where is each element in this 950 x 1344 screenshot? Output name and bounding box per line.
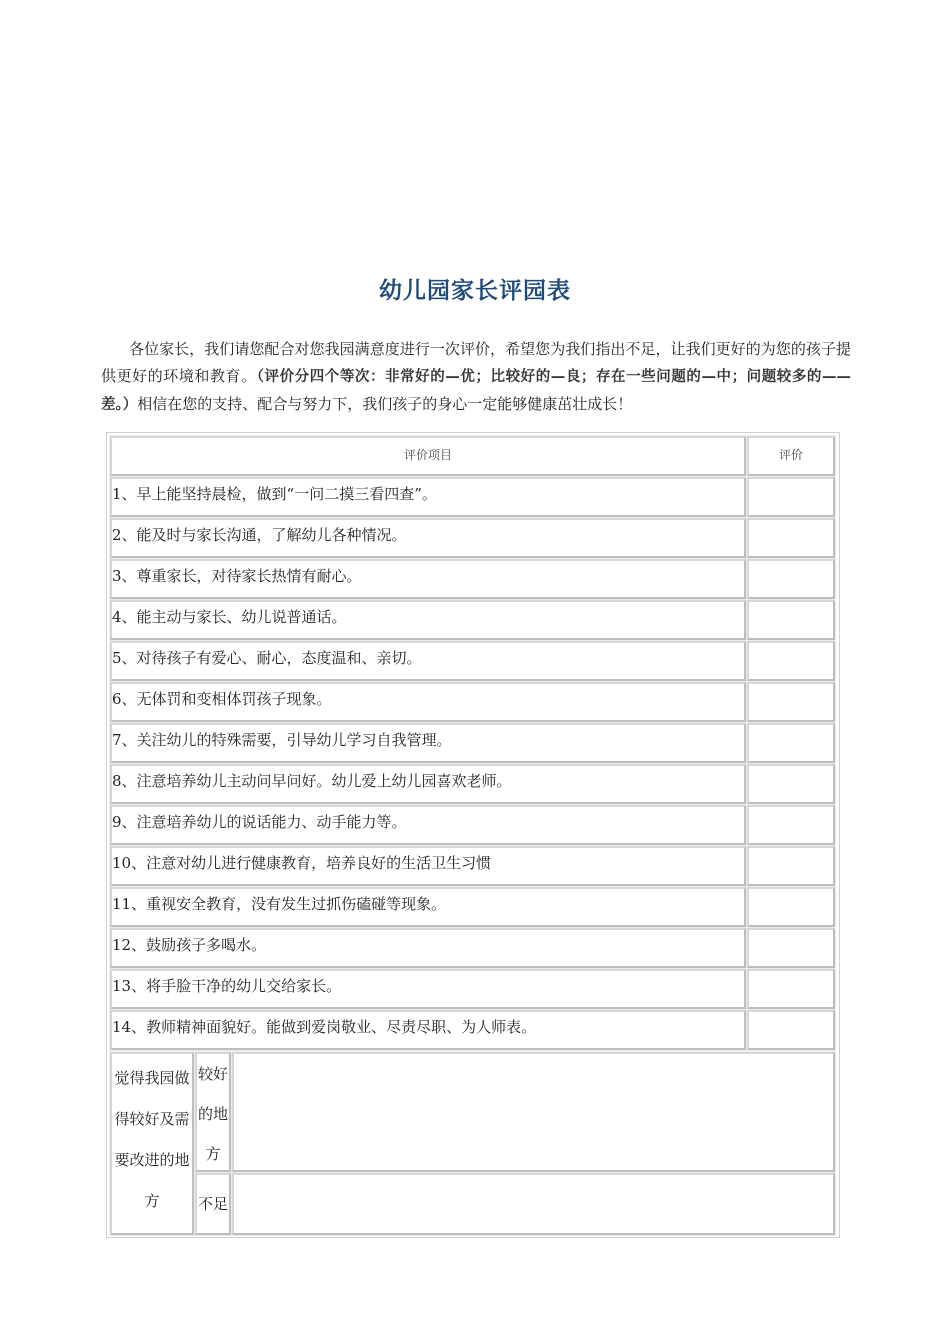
rating-input-cell[interactable]: [747, 805, 835, 845]
evaluation-item-row: 8、注意培养幼儿主动问早问好。幼儿爱上幼儿园喜欢老师。: [110, 764, 746, 804]
page-title: 幼儿园家长评园表: [379, 278, 571, 304]
intro-text-1: 各位家长，我们请您配合对您我园满意度进行一次评价，希望您为我们指出不足，让我们更好的为您的孩子提供更好的环境和教育。: [101, 340, 851, 385]
rating-input-cell[interactable]: [747, 641, 835, 681]
rating-input-cell[interactable]: [747, 559, 835, 599]
header-evaluation-item: 评价项目: [110, 436, 746, 476]
evaluation-item-row: 7、关注幼儿的特殊需要，引导幼儿学习自我管理。: [110, 723, 746, 763]
rating-input-cell[interactable]: [747, 518, 835, 558]
rating-input-cell[interactable]: [747, 682, 835, 722]
rating-input-cell[interactable]: [747, 723, 835, 763]
rating-input-cell[interactable]: [747, 928, 835, 968]
shortcomings-input[interactable]: [232, 1173, 835, 1235]
evaluation-item-row: 14、教师精神面貌好。能做到爱岗敬业、尽责尽职、为人师表。: [110, 1010, 746, 1050]
good-aspects-label: 较好的地方: [195, 1052, 231, 1172]
rating-input-cell[interactable]: [747, 846, 835, 886]
shortcomings-label: 不足: [195, 1173, 231, 1235]
feedback-section-label: 觉得我园做得较好及需要改进的地方: [110, 1052, 194, 1235]
rating-input-cell[interactable]: [747, 969, 835, 1009]
rating-input-cell[interactable]: [747, 1010, 835, 1050]
rating-input-cell[interactable]: [747, 477, 835, 517]
evaluation-item-row: 2、能及时与家长沟通，了解幼儿各种情况。: [110, 518, 746, 558]
intro-grading-note: （评价分四个等次：非常好的—优；比较好的—良；存在一些问题的—中；问题较多的——差。）: [101, 369, 851, 413]
evaluation-item-row: 4、能主动与家长、幼儿说普通话。: [110, 600, 746, 640]
evaluation-table: [106, 432, 840, 1238]
evaluation-item-row: 3、尊重家长，对待家长热情有耐心。: [110, 559, 746, 599]
intro-text-2: 相信在您的支持、配合与努力下，我们孩子的身心一定能够健康茁壮成长！: [137, 395, 633, 413]
evaluation-item-row: 11、重视安全教育，没有发生过抓伤磕碰等现象。: [110, 887, 746, 927]
header-rating: 评价: [747, 436, 835, 476]
evaluation-item-row: 5、对待孩子有爱心、耐心，态度温和、亲切。: [110, 641, 746, 681]
intro-paragraph: [101, 336, 851, 419]
evaluation-item-row: 6、无体罚和变相体罚孩子现象。: [110, 682, 746, 722]
evaluation-item-row: 9、注意培养幼儿的说话能力、动手能力等。: [110, 805, 746, 845]
good-aspects-input[interactable]: [232, 1052, 835, 1172]
rating-input-cell[interactable]: [747, 600, 835, 640]
evaluation-item-row: 12、鼓励孩子多喝水。: [110, 928, 746, 968]
rating-input-cell[interactable]: [747, 764, 835, 804]
evaluation-item-row: 10、注意对幼儿进行健康教育，培养良好的生活卫生习惯: [110, 846, 746, 886]
evaluation-item-row: 13、将手脸干净的幼儿交给家长。: [110, 969, 746, 1009]
evaluation-item-row: 1、早上能坚持晨检，做到“一问二摸三看四查”。: [110, 477, 746, 517]
rating-input-cell[interactable]: [747, 887, 835, 927]
